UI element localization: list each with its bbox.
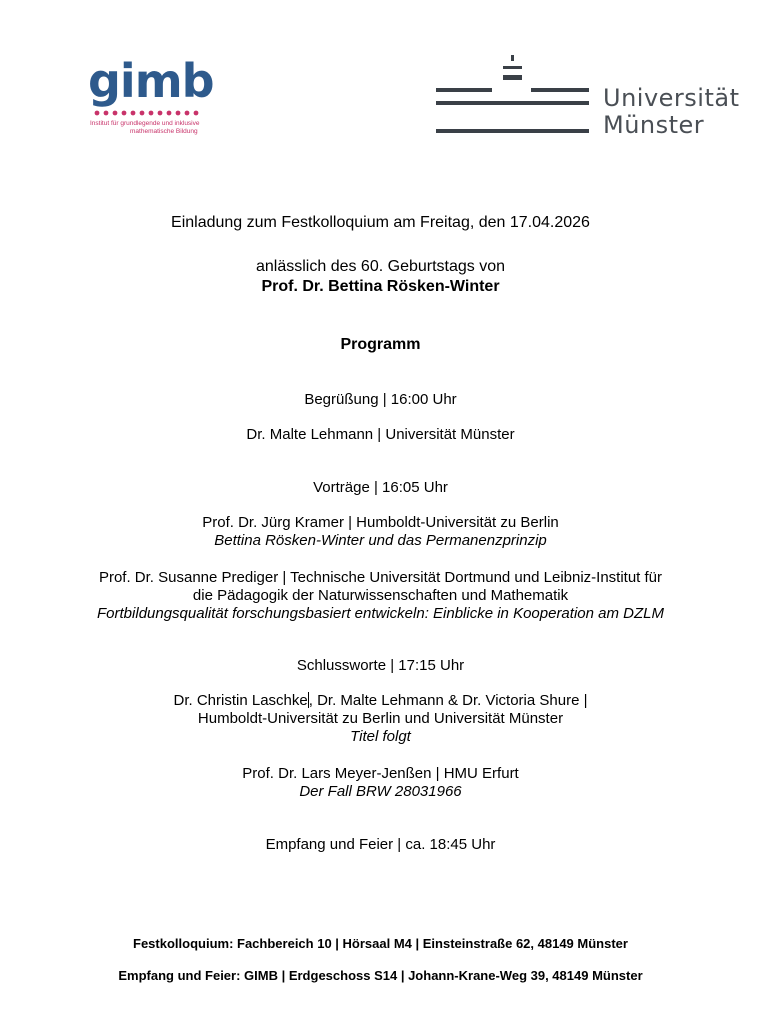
university-emblem xyxy=(436,55,596,145)
closing-label: Schlussworte | 17:15 Uhr xyxy=(296,657,465,674)
invitation-title: Einladung zum Festkolloquium am Freitag, den 17.04.2026 xyxy=(171,214,590,231)
welcome-label: Begrüßung | 16:00 Uhr xyxy=(304,391,457,408)
university-logo xyxy=(436,55,740,145)
program-heading: Programm xyxy=(340,336,421,353)
closing-talk2-speaker: Prof. Dr. Lars Meyer-Jenßen | HMU Erfurt xyxy=(242,765,519,782)
closing-talk1-speaker-part2: , Dr. Malte Lehmann & Dr. Victoria Shure | xyxy=(308,692,588,709)
university-name xyxy=(603,85,739,139)
university-name-line1: Universität xyxy=(603,84,740,112)
reception-label: Empfang und Feier | ca. 18:45 Uhr xyxy=(265,836,496,853)
talk2 xyxy=(0,569,761,623)
gimb-subtitle-line2: mathematische Bildung xyxy=(130,128,198,135)
talk2-speaker-line2: die Pädagogik der Naturwissenschaften und Mathematik xyxy=(192,587,569,604)
closing-talk2-title: Der Fall BRW 28031966 xyxy=(299,783,462,800)
gimb-dots-decoration xyxy=(94,110,204,116)
closing-talk1-speaker-line1 xyxy=(0,692,761,710)
talk1-speaker: Prof. Dr. Jürg Kramer | Humboldt-Universität zu Berlin xyxy=(202,514,559,531)
talk1-title: Bettina Rösken-Winter und das Permanenzprinzip xyxy=(214,532,547,549)
closing-talk1-speaker-line2: Humboldt-Universität zu Berlin und Universität Münster xyxy=(197,710,564,727)
talk2-title: Fortbildungsqualität forschungsbasiert entwickeln: Einblicke in Kooperation am DZLM xyxy=(97,605,664,622)
footer-venue-colloquium: Festkolloquium: Fachbereich 10 | Hörsaal M4 | Einsteinstraße 62, 48149 Münster xyxy=(133,936,628,951)
talks-label: Vorträge | 16:05 Uhr xyxy=(313,479,448,496)
closing-talk2 xyxy=(0,765,761,801)
honoree-name: Prof. Dr. Bettina Rösken-Winter xyxy=(261,278,500,295)
university-name-line2: Münster xyxy=(603,111,705,139)
occasion-text: anlässlich des 60. Geburtstags von xyxy=(255,258,506,275)
talk1 xyxy=(0,514,761,550)
footer-venue-reception: Empfang und Feier: GIMB | Erdgeschoss S14 | Johann-Krane-Weg 39, 48149 Münster xyxy=(118,968,643,983)
gimb-subtitle xyxy=(90,120,210,136)
gimb-logo xyxy=(88,54,218,140)
closing-talk1 xyxy=(0,692,761,746)
talk2-speaker-line1: Prof. Dr. Susanne Prediger | Technische Universität Dortmund und Leibniz-Institut für xyxy=(98,569,663,586)
welcome-speaker: Dr. Malte Lehmann | Universität Münster xyxy=(246,426,515,443)
gimb-wordmark: gimb xyxy=(88,54,214,108)
closing-talk1-speaker-part1: Dr. Christin Laschke xyxy=(173,692,308,709)
gimb-subtitle-line1: Institut für grundlegende und inklusive xyxy=(90,120,200,127)
closing-talk1-title: Titel folgt xyxy=(350,728,411,745)
